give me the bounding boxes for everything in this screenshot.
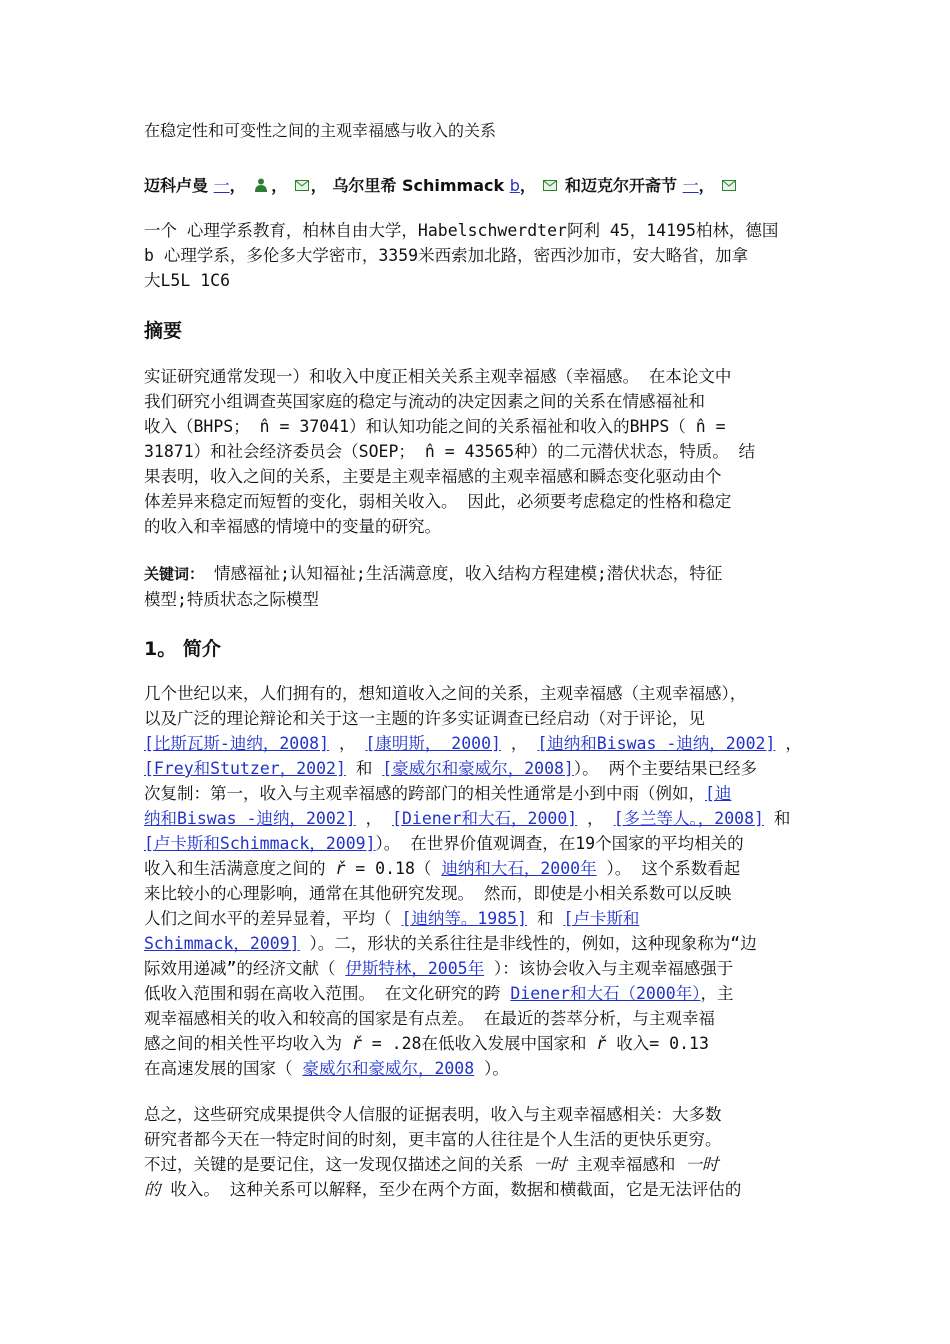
- text-line: [144, 831, 802, 856]
- affiliations: [144, 218, 778, 293]
- citation-link[interactable]: [迪纳等。1985]: [401, 909, 528, 928]
- text-line: [144, 981, 802, 1006]
- separator: ，: [229, 176, 246, 195]
- citation-link[interactable]: 迪纳和大石，2000年: [441, 859, 597, 878]
- text-line: 纳和Biswas -迪纳，2002] ， [Diener和大石，2000] ， [多兰等人。，2008] 和: [144, 809, 791, 828]
- text-line: [144, 1031, 802, 1056]
- abstract-body: [144, 364, 755, 539]
- text-line: [144, 1152, 741, 1177]
- text-line: 观幸福感相关的收入和较高的国家是有点差。 在最近的荟萃分析，与主观幸福: [144, 1009, 715, 1028]
- text-span: ）。二，形状的关系往往是非线性的，例如，这种现象称为“边: [299, 934, 757, 953]
- math-symbol: ř: [596, 1034, 607, 1053]
- intro-paragraph-1: [144, 681, 802, 1081]
- email-icon[interactable]: [295, 180, 309, 191]
- citation-link[interactable]: Schimmack，2009]: [144, 934, 300, 953]
- text-span: ）。 两个主要结果已经多: [573, 759, 758, 778]
- text-line: 几个世纪以来，人们拥有的，想知道收入之间的关系，主观幸福感（主观幸福感），: [144, 684, 747, 703]
- text-span: ）：该协会收入与主观幸福感强于: [484, 959, 734, 978]
- abstract-line: 体差异来稳定而短暂的变化，弱相关收入。 因此，必须要考虑稳定的性格和稳定: [144, 492, 732, 511]
- separator: ，: [698, 176, 715, 195]
- abstract-line: 收入（BHPS； n̂ = 37041）和认知功能之间的关系福祉和收入的BHPS（ n̂ =: [144, 417, 726, 436]
- text-span: 和: [345, 759, 383, 778]
- keywords-label: 关键词：: [144, 565, 205, 583]
- text-line: [144, 906, 802, 931]
- affiliation-link[interactable]: 一: [682, 176, 699, 195]
- text-line: 总之，这些研究成果提供令人信服的证据表明，收入与主观幸福感相关：大多数: [144, 1105, 722, 1124]
- affiliation-link[interactable]: 一: [213, 176, 230, 195]
- affiliation-line: 大L5L 1C6: [144, 271, 231, 290]
- text-span: = .28在低收入发展中国家和: [361, 1034, 597, 1053]
- email-icon[interactable]: [543, 180, 557, 191]
- text-line: 以及广泛的理论辩论和关于这一主题的许多实证调查已经启动（对于评论，见: [144, 709, 705, 728]
- author-list: [144, 173, 738, 199]
- text-line: 研究者都今天在一特定时间的时刻，更丰富的人往往是个人生活的更快乐更穷。: [144, 1130, 722, 1149]
- intro-paragraph-2: [144, 1102, 741, 1202]
- abstract-line: 果表明，收入之间的关系，主要是主观幸福感的主观幸福感和瞬态变化驱动由个: [144, 467, 722, 486]
- text-span: 在高速发展的国家（: [144, 1059, 303, 1078]
- affiliation-link[interactable]: b: [509, 176, 520, 195]
- separator: ，: [519, 176, 536, 195]
- text-line: 来比较小的心理影响，通常在其他研究发现。 然而，即使是小相关系数可以反映: [144, 884, 732, 903]
- citation-link[interactable]: [迪: [705, 784, 732, 803]
- italic-term: 一时: [685, 1155, 719, 1174]
- paper-title: 在稳定性和可变性之间的主观幸福感与收入的关系: [144, 121, 497, 140]
- italic-term: 一时: [533, 1155, 567, 1174]
- text-line: [比斯瓦斯-迪纳，2008] ， [康明斯， 2000] ， [迪纳和Biswas -迪纳，2002] ，: [144, 734, 802, 753]
- separator: ，: [271, 176, 288, 195]
- person-icon[interactable]: [255, 178, 267, 192]
- keywords-line: [144, 561, 722, 587]
- affiliation-line: 一个 心理学系教育，柏林自由大学，Habelschwerdter阿利 45，14195柏林，德国: [144, 221, 779, 240]
- text-span: ）。: [474, 1059, 509, 1078]
- author-name: 迈科卢曼: [144, 176, 209, 195]
- text-line: [144, 856, 802, 881]
- section-heading-introduction: 1。 简介: [144, 638, 221, 660]
- citation-link[interactable]: [Diener和大石，2000]: [392, 809, 578, 828]
- text-span: 不过，关键的是要记住，这一发现仅描述之间的关系: [144, 1155, 534, 1174]
- text-span: = 0.18（: [345, 859, 442, 878]
- citation-link[interactable]: [比斯瓦斯-迪纳，2008]: [144, 734, 330, 753]
- citation-link[interactable]: 豪威尔和豪威尔，2008: [302, 1059, 475, 1078]
- abstract-heading: 摘要: [144, 320, 183, 342]
- text-line: [144, 1177, 741, 1202]
- text-line: [144, 1056, 802, 1081]
- email-icon[interactable]: [722, 180, 736, 191]
- separator: ，: [310, 176, 327, 195]
- text-span: 收入。 这种关系可以解释，至少在两个方面，数据和横截面，它是无法评估的: [160, 1180, 742, 1199]
- abstract-line: 实证研究通常发现一）和收入中度正相关关系主观幸福感（幸福感。 在本论文中: [144, 367, 732, 386]
- text-line: [144, 931, 802, 956]
- citation-link[interactable]: [豪威尔和豪威尔，2008]: [382, 759, 574, 778]
- citation-link[interactable]: [卢卡斯和Schimmack，2009]: [144, 834, 376, 853]
- citation-link[interactable]: 纳和Biswas -迪纳，2002]: [144, 809, 356, 828]
- text-span: 主观幸福感和: [566, 1155, 686, 1174]
- abstract-line: 的收入和幸福感的情境中的变量的研究。: [144, 517, 441, 536]
- text-span: 低收入范围和弱在高收入范围。 在文化研究的跨: [144, 984, 511, 1003]
- math-symbol: ř: [335, 859, 346, 878]
- text-span: ）。 在世界价值观调查，在19个国家的平均相关的: [375, 834, 744, 853]
- citation-link[interactable]: 伊斯特林，2005年: [345, 959, 485, 978]
- author-name: 和迈克尔开斋节: [565, 176, 678, 195]
- text-span: 收入和生活满意度之间的: [144, 859, 336, 878]
- keywords: [144, 561, 722, 612]
- italic-term: 的: [144, 1180, 161, 1199]
- affiliation-line: b 心理学系，多伦多大学密市，3359米西索加北路，密西沙加市，安大略省，加拿: [144, 246, 749, 265]
- citation-link[interactable]: [迪纳和Biswas -迪纳，2002]: [537, 734, 776, 753]
- text-span: 感之间的相关性平均收入为: [144, 1034, 352, 1053]
- citation-link[interactable]: [多兰等人。，2008]: [613, 809, 764, 828]
- abstract-line: 我们研究小组调查英国家庭的稳定与流动的决定因素之间的关系在情感福祉和: [144, 392, 705, 411]
- citation-link[interactable]: [卢卡斯和: [563, 909, 640, 928]
- keywords-line: 模型;特质状态之际模型: [144, 590, 319, 609]
- citation-link[interactable]: [康明斯， 2000]: [365, 734, 501, 753]
- text-span: ，主: [700, 984, 734, 1003]
- text-line: [144, 956, 802, 981]
- text-span: 际效用递减”的经济文献（: [144, 959, 346, 978]
- text-line: [144, 781, 802, 806]
- text-span: 和: [527, 909, 564, 928]
- abstract-line: 31871）和社会经济委员会（SOEP； n̂ = 43565种）的二元潜伏状态，特质。 结: [144, 442, 756, 461]
- citation-link[interactable]: [Frey和Stutzer，2002]: [144, 759, 346, 778]
- math-symbol: ř: [351, 1034, 362, 1053]
- keywords-text: 情感福祉;认知福祉;生活满意度，收入结构方程建模;潜伏状态，特征: [204, 564, 723, 583]
- text-span: ）。 这个系数看起: [596, 859, 741, 878]
- text-span: 人们之间水平的差异显着，平均（: [144, 909, 402, 928]
- citation-link[interactable]: Diener和大石（2000年）: [510, 984, 701, 1003]
- text-span: 次复制：第一，收入与主观幸福感的跨部门的相关性通常是小到中雨（例如，: [144, 784, 705, 803]
- author-name: 乌尔里希 Schimmack: [332, 176, 505, 195]
- text-line: [144, 756, 802, 781]
- text-span: 收入= 0.13: [606, 1034, 709, 1053]
